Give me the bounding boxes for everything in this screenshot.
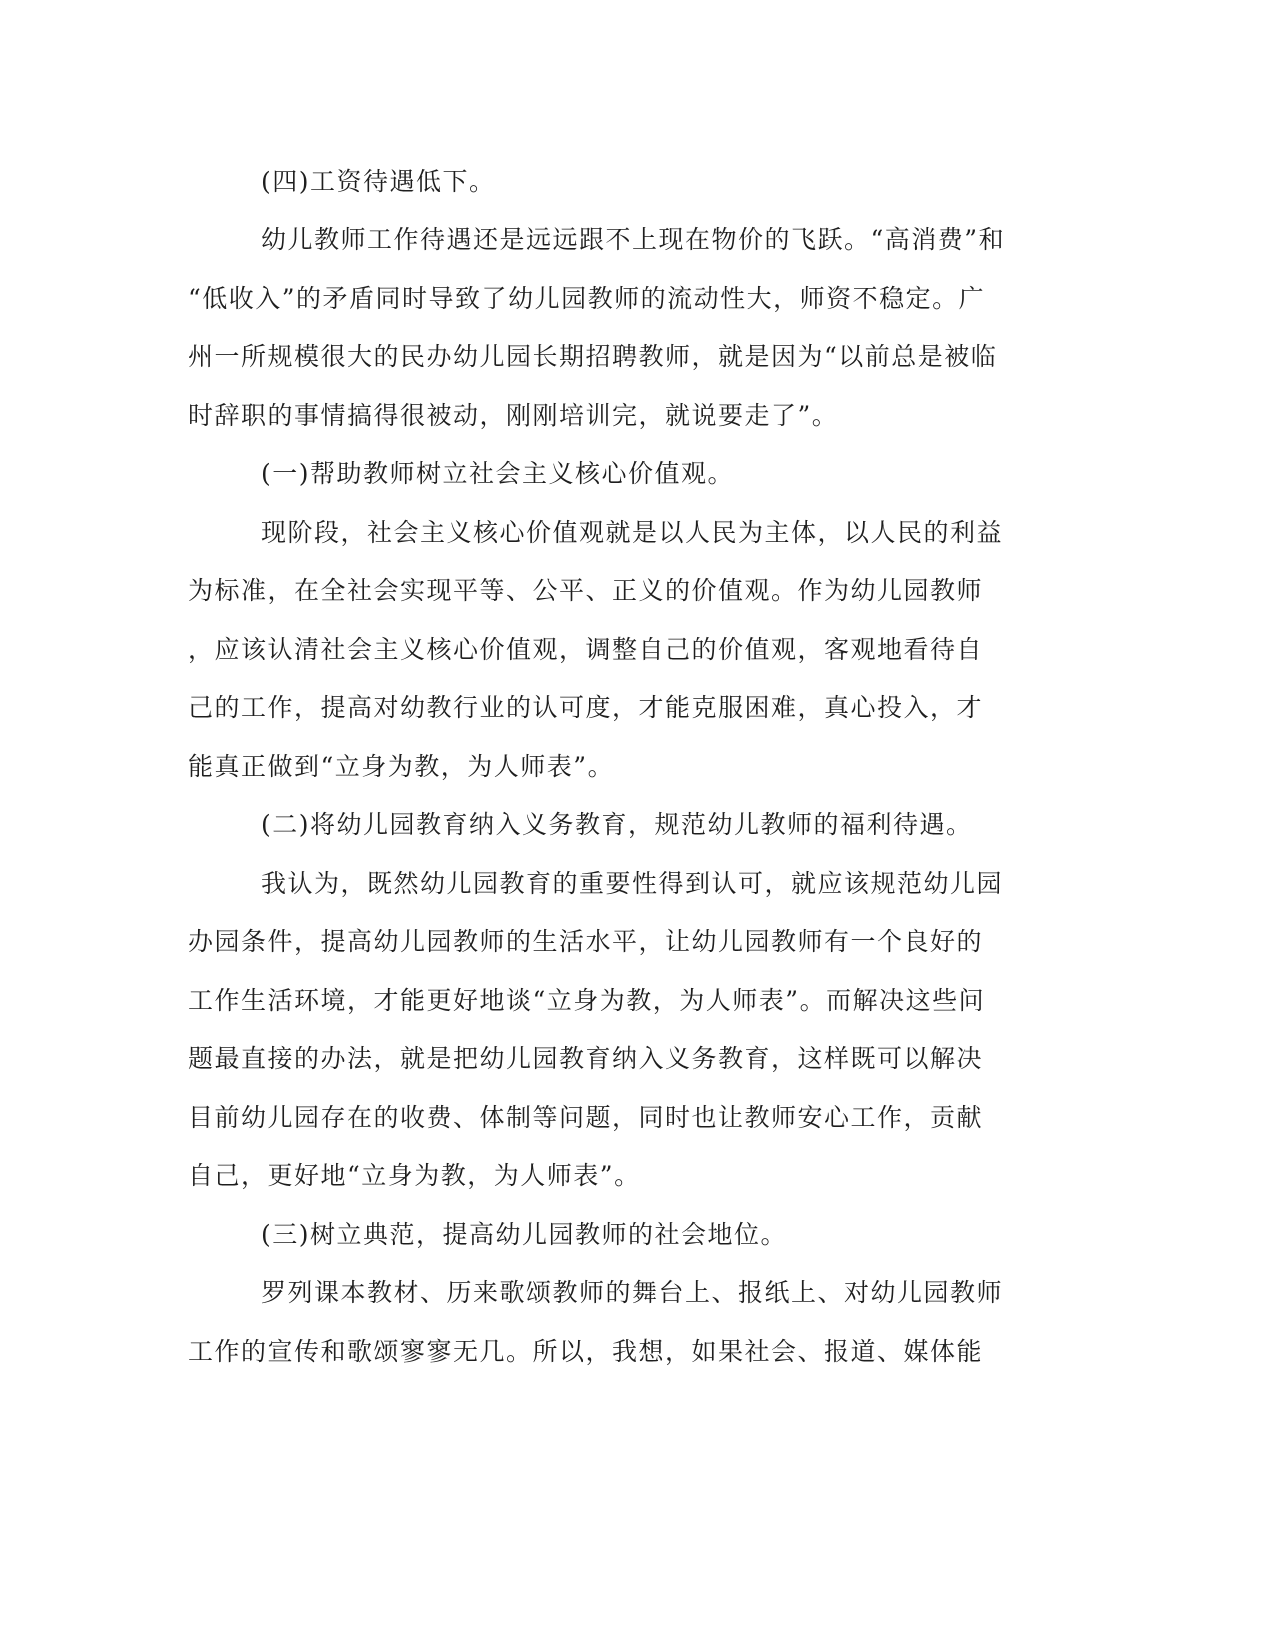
paragraph-line: 工作的宣传和歌颂寥寥无几。所以，我想，如果社会、报道、媒体能	[188, 1337, 984, 1366]
paragraph-line: “低收入”的矛盾同时导致了幼儿园教师的流动性大，师资不稳定。广	[188, 284, 986, 313]
paragraph-line: 时辞职的事情搞得很被动，刚刚培训完，就说要走了”。	[188, 401, 839, 430]
paragraph-line: 州一所规模很大的民办幼儿园长期招聘教师，就是因为“以前总是被临	[188, 342, 998, 371]
paragraph-line: 现阶段，社会主义核心价值观就是以人民为主体，以人民的利益	[261, 518, 1004, 547]
paragraph-line: 工作生活环境，才能更好地谈“立身为教，为人师表”。而解决这些问	[188, 986, 986, 1015]
paragraph-line: 题最直接的办法，就是把幼儿园教育纳入义务教育，这样既可以解决	[188, 1044, 984, 1073]
paragraph-line: 己的工作，提高对幼教行业的认可度，才能克服困难，真心投入，才	[188, 693, 984, 722]
paragraph-line: 为标准，在全社会实现平等、公平、正义的价值观。作为幼儿园教师	[188, 576, 984, 605]
section-heading-2: (二)将幼儿园教育纳入义务教育，规范幼儿教师的福利待遇。	[261, 810, 973, 839]
section-heading-1: (一)帮助教师树立社会主义核心价值观。	[261, 459, 735, 488]
paragraph-line: 幼儿教师工作待遇还是远远跟不上现在物价的飞跃。“高消费”和	[261, 225, 1006, 254]
paragraph-line: ，应该认清社会主义核心价值观，调整自己的价值观，客观地看待自	[188, 635, 984, 664]
paragraph-line: 办园条件，提高幼儿园教师的生活水平，让幼儿园教师有一个良好的	[188, 927, 984, 956]
paragraph-line: 自己，更好地“立身为教，为人师表”。	[188, 1161, 641, 1190]
paragraph-line: 目前幼儿园存在的收费、体制等问题，同时也让教师安心工作，贡献	[188, 1103, 984, 1132]
section-heading-4: (四)工资待遇低下。	[261, 167, 496, 196]
paragraph-line: 我认为，既然幼儿园教育的重要性得到认可，就应该规范幼儿园	[261, 869, 1004, 898]
paragraph-line: 罗列课本教材、历来歌颂教师的舞台上、报纸上、对幼儿园教师	[261, 1278, 1004, 1307]
paragraph-line: 能真正做到“立身为教，为人师表”。	[188, 752, 615, 781]
section-heading-3: (三)树立典范，提高幼儿园教师的社会地位。	[261, 1220, 788, 1249]
